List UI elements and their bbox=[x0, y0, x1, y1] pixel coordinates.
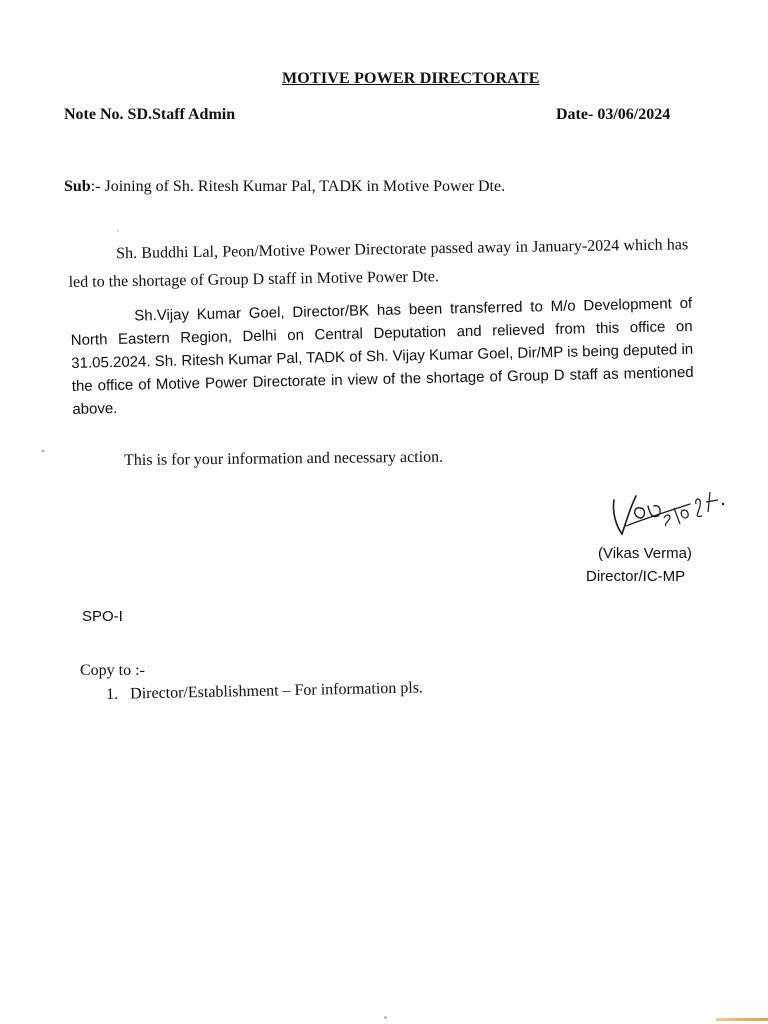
subject-line bbox=[64, 178, 505, 196]
copy-to-list bbox=[106, 679, 423, 704]
scan-speck bbox=[41, 450, 45, 452]
scan-speck bbox=[384, 1016, 387, 1019]
list-item-text: Director/Establishment – For information pls. bbox=[129, 679, 424, 703]
list-item-number: 1. bbox=[106, 685, 119, 703]
note-number: Note No. SD.Staff Admin bbox=[64, 106, 236, 123]
copy-to-label: Copy to :- bbox=[80, 662, 145, 679]
scan-speck bbox=[117, 230, 119, 232]
subject-label: Sub bbox=[64, 178, 91, 195]
document-date: Date- 03/06/2024 bbox=[556, 106, 671, 123]
recipient-line: SPO-I bbox=[82, 608, 123, 625]
scan-edge-mark bbox=[716, 1018, 768, 1021]
signatory-designation: Director/IC-MP bbox=[586, 568, 686, 585]
list-item bbox=[106, 679, 423, 704]
subject-text: :- Joining of Sh. Ritesh Kumar Pal, TADK in Motive Power Dte. bbox=[90, 178, 506, 195]
handwritten-signature bbox=[606, 478, 736, 548]
document-heading: MOTIVE POWER DIRECTORATE bbox=[282, 70, 540, 87]
body-paragraph-2: Sh.Vijay Kumar Goel, Director/BK has been transferred to M/o Development of North Eastern Region, Delhi on Central Deputation and relieved from this office on 31.05.2024. Sh. Ritesh Kumar Pal, TADK of Sh. Vijay Kumar Goel, Dir/MP is being deputed in the office of Motive Power Directorate in view of the shortage of Group D staff as mentioned above. bbox=[70, 294, 694, 418]
signatory-name: (Vikas Verma) bbox=[598, 545, 692, 562]
body-paragraph-1: Sh. Buddhi Lal, Peon/Motive Power Directorate passed away in January-2024 which has led to the shortage of Group D staff in Motive Power Dte. bbox=[68, 236, 689, 291]
closing-line: This is for your information and necessary action. bbox=[124, 448, 444, 469]
